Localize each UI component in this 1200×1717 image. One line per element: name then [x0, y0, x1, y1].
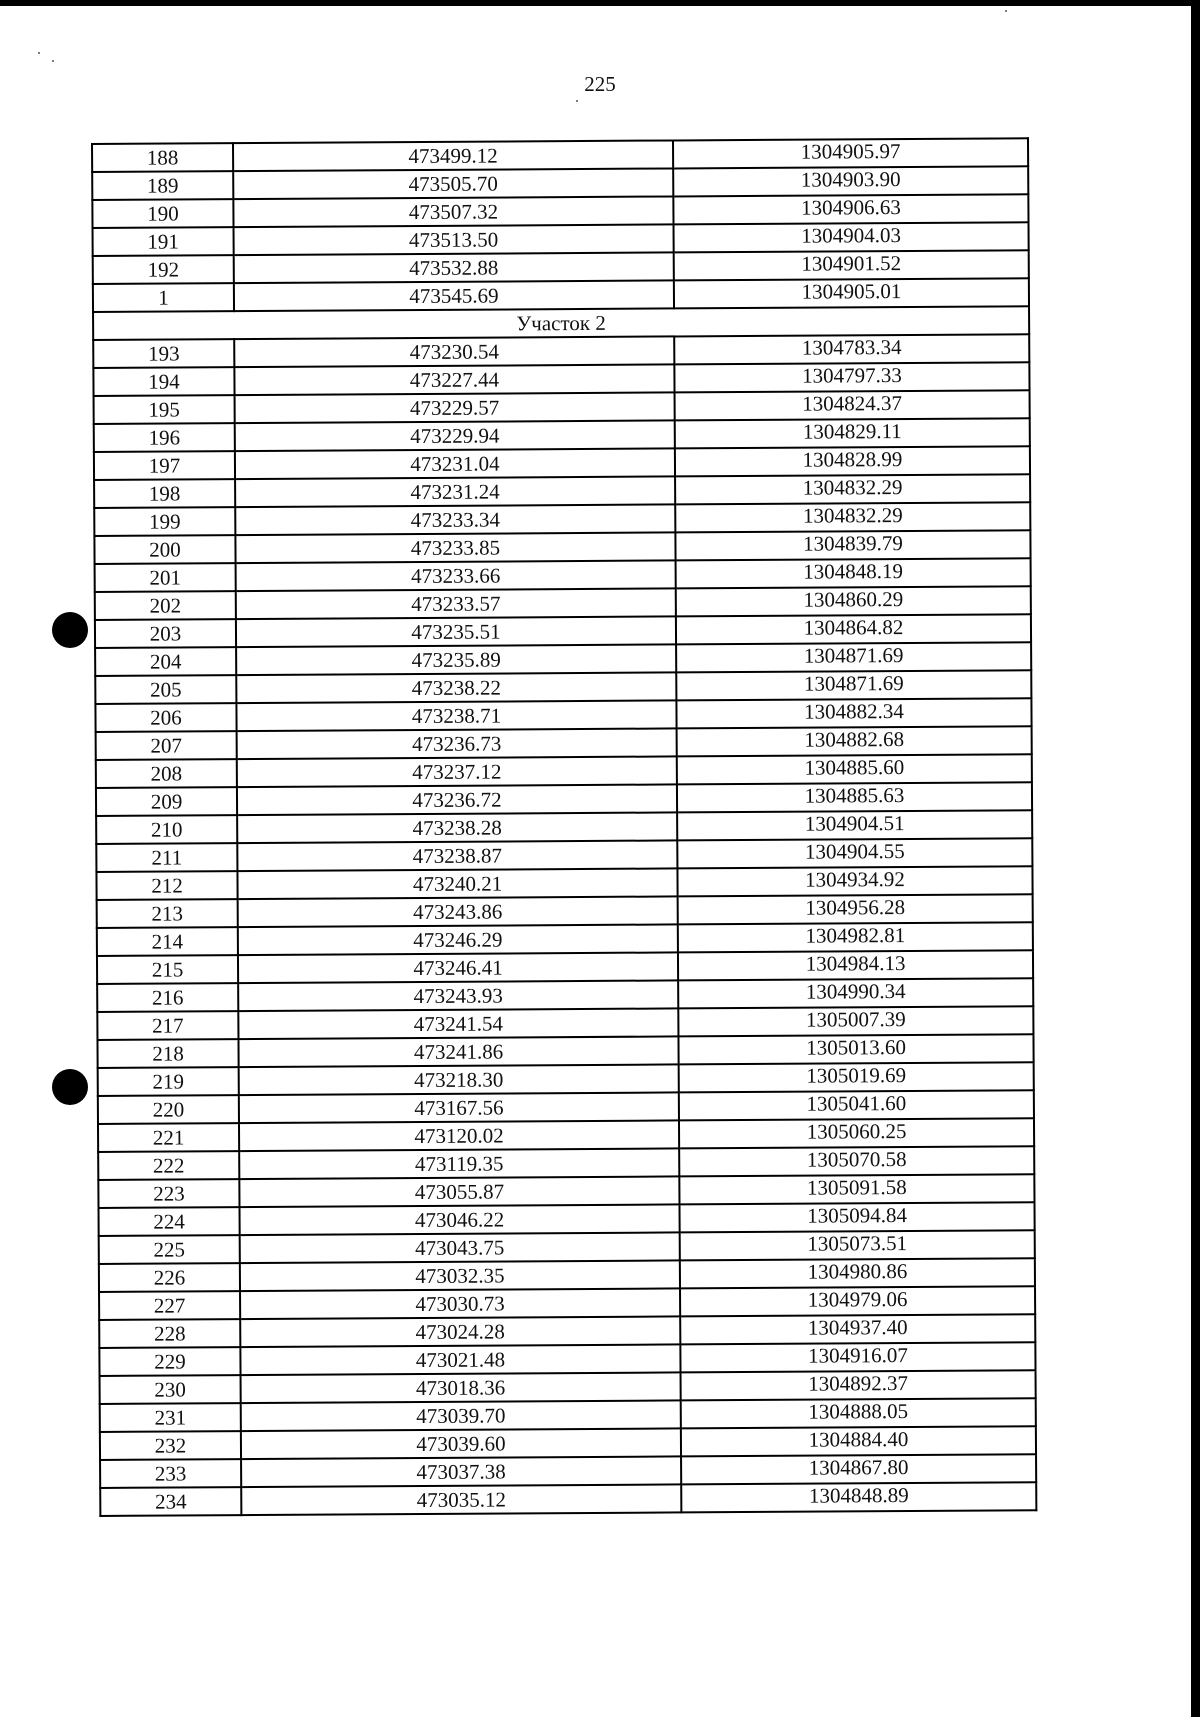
- point-number: 196: [94, 423, 235, 452]
- x-coordinate: 473240.21: [237, 868, 677, 899]
- point-number: 197: [94, 451, 235, 480]
- x-coordinate: 473037.38: [241, 1456, 681, 1487]
- x-coordinate: 473119.35: [239, 1148, 679, 1179]
- y-coordinate: 1304990.34: [678, 978, 1033, 1008]
- point-number: 204: [95, 647, 236, 676]
- x-coordinate: 473167.56: [239, 1092, 679, 1123]
- point-number: 209: [96, 787, 237, 816]
- y-coordinate: 1304783.34: [674, 334, 1029, 364]
- point-number: 1: [93, 283, 234, 312]
- point-number: 231: [100, 1403, 241, 1432]
- x-coordinate: 473505.70: [233, 168, 673, 199]
- x-coordinate: 473046.22: [240, 1204, 680, 1235]
- x-coordinate: 473230.54: [234, 336, 674, 367]
- x-coordinate: 473231.24: [235, 476, 675, 507]
- coordinates-table-container: [91, 137, 1035, 1517]
- point-number: 232: [100, 1431, 241, 1460]
- coordinates-table: [91, 137, 1037, 1517]
- x-coordinate: 473236.73: [237, 728, 677, 759]
- y-coordinate: 1304888.05: [681, 1398, 1036, 1428]
- y-coordinate: 1304906.63: [673, 194, 1028, 224]
- point-number: 228: [99, 1319, 240, 1348]
- x-coordinate: 473507.32: [233, 196, 673, 227]
- x-coordinate: 473236.72: [237, 784, 677, 815]
- point-number: 224: [99, 1207, 240, 1236]
- y-coordinate: 1304882.68: [677, 726, 1032, 756]
- y-coordinate: 1304982.81: [678, 922, 1033, 952]
- y-coordinate: 1305094.84: [679, 1202, 1034, 1232]
- x-coordinate: 473233.34: [235, 504, 675, 535]
- y-coordinate: 1304937.40: [680, 1314, 1035, 1344]
- y-coordinate: 1304892.37: [681, 1370, 1036, 1400]
- point-number: 221: [98, 1123, 239, 1152]
- point-number: 191: [93, 227, 234, 256]
- x-coordinate: 473545.69: [234, 280, 674, 311]
- point-number: 205: [95, 675, 236, 704]
- binder-hole: [52, 1069, 88, 1105]
- table-body-before: [92, 138, 1029, 312]
- y-coordinate: 1304828.99: [675, 446, 1030, 476]
- y-coordinate: 1305070.58: [679, 1146, 1034, 1176]
- point-number: 188: [92, 143, 233, 172]
- point-number: 219: [98, 1067, 239, 1096]
- x-coordinate: 473238.22: [236, 672, 676, 703]
- x-coordinate: 473241.54: [238, 1008, 678, 1039]
- scan-border-right: [1191, 0, 1200, 1717]
- point-number: 201: [95, 563, 236, 592]
- x-coordinate: 473532.88: [234, 252, 674, 283]
- point-number: 198: [94, 479, 235, 508]
- y-coordinate: 1304916.07: [680, 1342, 1035, 1372]
- y-coordinate: 1305041.60: [679, 1090, 1034, 1120]
- point-number: 218: [97, 1039, 238, 1068]
- scan-speck: [1005, 10, 1007, 12]
- y-coordinate: 1304884.40: [681, 1426, 1036, 1456]
- y-coordinate: 1304832.29: [675, 502, 1030, 532]
- point-number: 211: [96, 843, 237, 872]
- x-coordinate: 473024.28: [240, 1316, 680, 1347]
- point-number: 213: [97, 899, 238, 928]
- point-number: 227: [99, 1291, 240, 1320]
- point-number: 226: [99, 1263, 240, 1292]
- point-number: 215: [97, 955, 238, 984]
- y-coordinate: 1305060.25: [679, 1118, 1034, 1148]
- y-coordinate: 1304824.37: [675, 390, 1030, 420]
- point-number: 200: [94, 535, 235, 564]
- x-coordinate: 473243.93: [238, 980, 678, 1011]
- x-coordinate: 473243.86: [238, 896, 678, 927]
- point-number: 199: [94, 507, 235, 536]
- point-number: 229: [99, 1347, 240, 1376]
- x-coordinate: 473246.29: [238, 924, 678, 955]
- x-coordinate: 473237.12: [237, 756, 677, 787]
- x-coordinate: 473238.71: [236, 700, 676, 731]
- x-coordinate: 473030.73: [240, 1288, 680, 1319]
- y-coordinate: 1304882.34: [676, 698, 1031, 728]
- x-coordinate: 473231.04: [235, 448, 675, 479]
- x-coordinate: 473055.87: [239, 1176, 679, 1207]
- y-coordinate: 1304848.19: [676, 558, 1031, 588]
- y-coordinate: 1304839.79: [675, 530, 1030, 560]
- y-coordinate: 1304979.06: [680, 1286, 1035, 1316]
- y-coordinate: 1304848.89: [681, 1482, 1036, 1512]
- y-coordinate: 1304860.29: [676, 586, 1031, 616]
- y-coordinate: 1304903.90: [673, 166, 1028, 196]
- scan-speck: [52, 60, 54, 62]
- x-coordinate: 473032.35: [240, 1260, 680, 1291]
- x-coordinate: 473043.75: [240, 1232, 680, 1263]
- y-coordinate: 1304904.51: [677, 810, 1032, 840]
- point-number: 216: [97, 983, 238, 1012]
- x-coordinate: 473218.30: [239, 1064, 679, 1095]
- y-coordinate: 1304885.63: [677, 782, 1032, 812]
- page-number: 225: [584, 72, 616, 96]
- point-number: 210: [96, 815, 237, 844]
- x-coordinate: 473499.12: [233, 140, 673, 171]
- y-coordinate: 1304905.97: [673, 138, 1028, 168]
- y-coordinate: 1304871.69: [676, 670, 1031, 700]
- x-coordinate: 473229.57: [235, 392, 675, 423]
- y-coordinate: 1305013.60: [678, 1034, 1033, 1064]
- point-number: 192: [93, 255, 234, 284]
- y-coordinate: 1304984.13: [678, 950, 1033, 980]
- binder-hole: [52, 612, 88, 648]
- point-number: 225: [99, 1235, 240, 1264]
- y-coordinate: 1304864.82: [676, 614, 1031, 644]
- y-coordinate: 1304904.55: [677, 838, 1032, 868]
- scan-speck: [38, 52, 40, 54]
- point-number: 220: [98, 1095, 239, 1124]
- y-coordinate: 1305091.58: [679, 1174, 1034, 1204]
- x-coordinate: 473235.89: [236, 644, 676, 675]
- x-coordinate: 473035.12: [241, 1484, 681, 1515]
- y-coordinate: 1304904.03: [674, 222, 1029, 252]
- scan-border-top: [0, 0, 1200, 6]
- x-coordinate: 473039.60: [241, 1428, 681, 1459]
- y-coordinate: 1304885.60: [677, 754, 1032, 784]
- x-coordinate: 473227.44: [234, 364, 674, 395]
- table-body-after: [93, 334, 1036, 1516]
- y-coordinate: 1304980.86: [680, 1258, 1035, 1288]
- y-coordinate: 1304956.28: [678, 894, 1033, 924]
- x-coordinate: 473246.41: [238, 952, 678, 983]
- y-coordinate: 1304871.69: [676, 642, 1031, 672]
- point-number: 208: [96, 759, 237, 788]
- point-number: 233: [100, 1459, 241, 1488]
- y-coordinate: 1304797.33: [674, 362, 1029, 392]
- point-number: 212: [96, 871, 237, 900]
- y-coordinate: 1305007.39: [678, 1006, 1033, 1036]
- x-coordinate: 473233.57: [236, 588, 676, 619]
- x-coordinate: 473018.36: [241, 1372, 681, 1403]
- x-coordinate: 473235.51: [236, 616, 676, 647]
- y-coordinate: 1304832.29: [675, 474, 1030, 504]
- point-number: 217: [97, 1011, 238, 1040]
- point-number: 223: [98, 1179, 239, 1208]
- point-number: 195: [94, 395, 235, 424]
- point-number: 189: [92, 171, 233, 200]
- x-coordinate: 473229.94: [235, 420, 675, 451]
- point-number: 203: [95, 619, 236, 648]
- x-coordinate: 473238.87: [237, 840, 677, 871]
- y-coordinate: 1304934.92: [677, 866, 1032, 896]
- point-number: 207: [96, 731, 237, 760]
- point-number: 193: [93, 339, 234, 368]
- y-coordinate: 1304867.80: [681, 1454, 1036, 1484]
- point-number: 222: [98, 1151, 239, 1180]
- point-number: 194: [93, 367, 234, 396]
- x-coordinate: 473233.66: [236, 560, 676, 591]
- x-coordinate: 473238.28: [237, 812, 677, 843]
- y-coordinate: 1305073.51: [680, 1230, 1035, 1260]
- point-number: 234: [100, 1487, 241, 1516]
- point-number: 190: [92, 199, 233, 228]
- x-coordinate: 473120.02: [239, 1120, 679, 1151]
- point-number: 202: [95, 591, 236, 620]
- y-coordinate: 1304829.11: [675, 418, 1030, 448]
- point-number: 206: [95, 703, 236, 732]
- section-title: Участок 2: [93, 306, 1029, 340]
- x-coordinate: 473513.50: [234, 224, 674, 255]
- x-coordinate: 473021.48: [240, 1344, 680, 1375]
- point-number: 214: [97, 927, 238, 956]
- y-coordinate: 1304901.52: [674, 250, 1029, 280]
- scan-speck: [576, 100, 578, 102]
- y-coordinate: 1304905.01: [674, 278, 1029, 308]
- x-coordinate: 473039.70: [241, 1400, 681, 1431]
- y-coordinate: 1305019.69: [679, 1062, 1034, 1092]
- x-coordinate: 473233.85: [235, 532, 675, 563]
- table-row: [100, 1482, 1036, 1516]
- point-number: 230: [100, 1375, 241, 1404]
- x-coordinate: 473241.86: [238, 1036, 678, 1067]
